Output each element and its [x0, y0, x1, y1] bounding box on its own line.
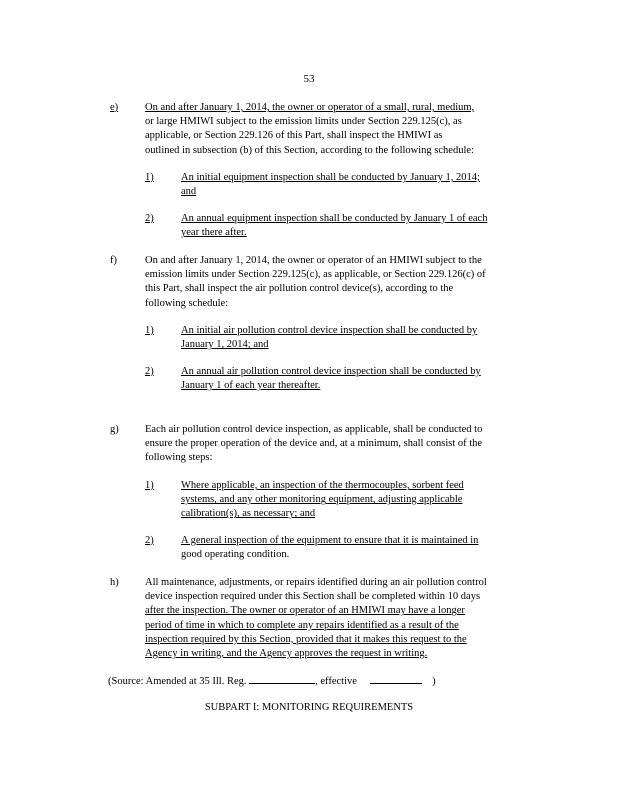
page-number: 53 [303, 73, 315, 85]
text-line: emission limits under Section 229.125(c), as applicable, or Section 229.126(c) of [145, 269, 486, 281]
text-line: Where applicable, an inspection of the thermocouples, sorbent feed [181, 480, 464, 491]
text-line: On and after January 1, 2014, the owner or operator of an HMIWI subject to the [145, 255, 482, 266]
text-line: calibration(s), as necessary; and [181, 508, 316, 520]
item-label: 1) [145, 325, 154, 336]
text-line: An initial air pollution control device inspection shall be conducted by [181, 325, 478, 336]
effective-date-blank [370, 674, 422, 684]
subsection-h-label: h) [110, 577, 119, 588]
subpart-title: SUBPART I: MONITORING REQUIREMENTS [204, 702, 414, 713]
register-volume-blank [249, 674, 315, 684]
text-line: An annual equipment inspection shall be conducted by January 1 of each [181, 213, 488, 224]
text-line: All maintenance, adjustments, or repairs identified during an air pollution control [145, 577, 487, 588]
text-line: January 1, 2014; and [181, 339, 269, 351]
subsection-e-label: e) [110, 102, 119, 113]
item-label: 2) [145, 535, 154, 546]
item-label: 1) [145, 172, 154, 183]
text-line: ensure the proper operation of the device and, at a minimum, shall consist of the [145, 438, 483, 450]
text-line: this Part, shall inspect the air pollution control device(s), according to the [145, 283, 454, 295]
text-line: after the inspection. The owner or operator of an HMIWI may have a longer [145, 605, 465, 617]
text-line: outlined in subsection (b) of this Section, according to the following schedule: [145, 144, 474, 156]
source-middle: , effective [315, 676, 357, 687]
text-line: inspection required by this Section, provided that it makes this request to the [145, 633, 467, 645]
subsection-g-label: g) [110, 424, 119, 435]
text-line: systems, and any other monitoring equipment, adjusting applicable [181, 494, 463, 506]
text-line: Agency in writing, and the Agency approves the request in writing. [145, 648, 428, 660]
text-line: device inspection required under this Section shall be completed within 10 days [145, 591, 481, 603]
source-note [108, 674, 436, 687]
item-label: 2) [145, 366, 154, 377]
text-line: following schedule: [145, 297, 229, 309]
item-label: 1) [145, 480, 154, 491]
source-prefix: (Source: Amended at 35 Ill. Reg. [108, 676, 247, 687]
subsection-f-label: f) [110, 255, 117, 266]
text-line: good operating condition. [181, 549, 290, 561]
text-line: January 1 of each year thereafter. [181, 380, 321, 392]
text-line: or large HMIWI subject to the emission limits under Section 229.125(c), as [145, 116, 462, 128]
text-line: and [181, 186, 197, 198]
subsection-e-text [145, 101, 533, 158]
text-line: year there after. [181, 227, 247, 239]
text-line: An initial equipment inspection shall be conducted by January 1, 2014; [181, 172, 480, 183]
text-line: applicable, or Section 229.126 of this Part, shall inspect the HMIWI as [145, 130, 443, 142]
text-line: period of time in which to complete any repairs identified as a result of the [145, 619, 459, 631]
item-label: 2) [145, 213, 154, 224]
text-line: following steps: [145, 452, 213, 464]
text-line: An annual air pollution control device inspection shall be conducted by [181, 366, 481, 377]
source-suffix: ) [432, 676, 436, 687]
text-line: On and after January 1, 2014, the owner or operator of a small, rural, medium, [145, 102, 475, 113]
text-line: A general inspection of the equipment to ensure that it is maintained in [181, 535, 479, 546]
text-line: Each air pollution control device inspection, as applicable, shall be conducted to [145, 424, 483, 435]
